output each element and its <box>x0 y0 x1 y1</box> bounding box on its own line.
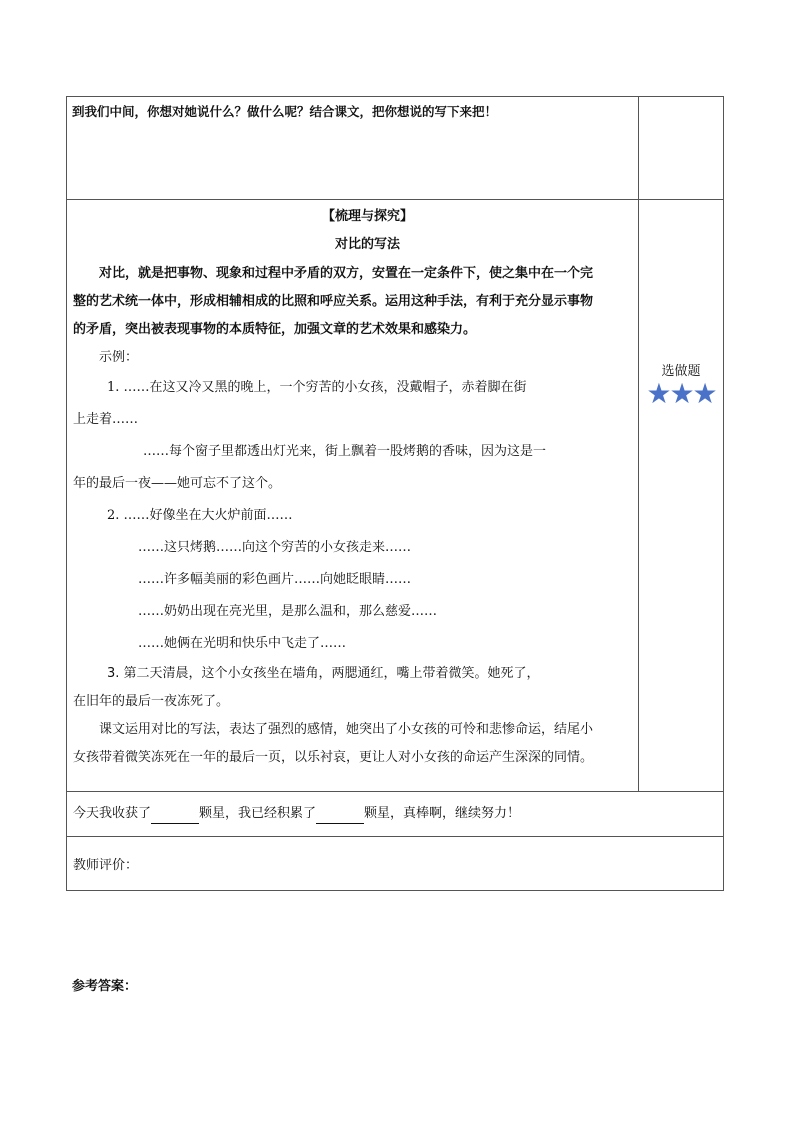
summary-line: 女孩带着微笑冻死在一年的最后一页，以乐衬哀，更让人对小女孩的命运产生深深的同情。 <box>73 750 594 765</box>
worksheet-table <box>66 96 724 891</box>
stars-accumulated-blank[interactable] <box>316 809 364 824</box>
example-1-line: 年的最后一夜——她可忘不了这个。 <box>73 476 282 491</box>
star-count-row <box>67 792 724 837</box>
answer-heading: 参考答案： <box>72 979 138 994</box>
teacher-row <box>67 837 724 891</box>
example-3-line: 3. 第二天清晨，这个小女孩坐在墙角，两腮通红，嘴上带着微笑。她死了， <box>107 666 540 681</box>
stars-earned-blank[interactable] <box>151 809 199 824</box>
optional-label: 选做题 <box>661 364 701 379</box>
example-2-line: ……奶奶出现在亮光里，是那么温和，那么慈爱…… <box>138 604 438 619</box>
example-2-line: ……这只烤鹅……向这个穷苦的小女孩走来…… <box>138 540 412 555</box>
definition-line: 整的艺术统一体中，形成相辅相成的比照和呼应关系。运用这种手法，有利于充分显示事物 <box>73 294 594 309</box>
example-1-line: 上走着…… <box>73 412 139 427</box>
star-text-part3: 颗星，真棒啊，继续努力！ <box>364 806 521 821</box>
example-2-line: 2. ……好像坐在大火炉前面…… <box>107 508 293 523</box>
prompt-side-cell <box>639 97 724 200</box>
example-3-line: 在旧年的最后一夜冻死了。 <box>73 694 230 709</box>
star-rating-icon: ★★★ <box>646 377 716 410</box>
explore-cell <box>67 200 639 792</box>
explore-row <box>67 200 724 792</box>
definition-line: 对比，就是把事物、现象和过程中矛盾的双方，安置在一定条件下，使之集中在一个完 <box>99 266 594 281</box>
star-text-part2: 颗星，我已经积累了 <box>199 806 317 821</box>
teacher-evaluation-label: 教师评价： <box>73 858 139 873</box>
example-1-line: 1. ……在这又冷又黑的晚上，一个穷苦的小女孩，没戴帽子，赤着脚在街 <box>107 380 527 395</box>
optional-side-cell <box>639 200 724 792</box>
prompt-cell <box>67 97 639 200</box>
star-text-part1: 今天我收获了 <box>73 806 152 821</box>
prompt-row <box>67 97 724 200</box>
star-count-cell <box>67 792 724 837</box>
example-2-line: ……她俩在光明和快乐中飞走了…… <box>138 636 347 651</box>
section-title: 【梳理与探究】 <box>321 209 413 224</box>
definition-line: 的矛盾，突出被表现事物的本质特征，加强文章的艺术效果和感染力。 <box>73 322 477 337</box>
example-1-line: ……每个窗子里都透出灯光来，街上飘着一股烤鹅的香味，因为这是一 <box>143 444 547 459</box>
example-label: 示例： <box>99 350 139 365</box>
prompt-text: 到我们中间，你想对她说什么？做什么呢？结合课文，把你想说的写下来把！ <box>72 104 498 119</box>
example-2-line: ……许多幅美丽的彩色画片……向她眨眼睛…… <box>138 572 412 587</box>
teacher-cell <box>67 837 724 891</box>
section-subtitle: 对比的写法 <box>334 237 400 252</box>
summary-line: 课文运用对比的写法，表达了强烈的感情，她突出了小女孩的可怜和悲惨命运，结尾小 <box>99 722 594 737</box>
